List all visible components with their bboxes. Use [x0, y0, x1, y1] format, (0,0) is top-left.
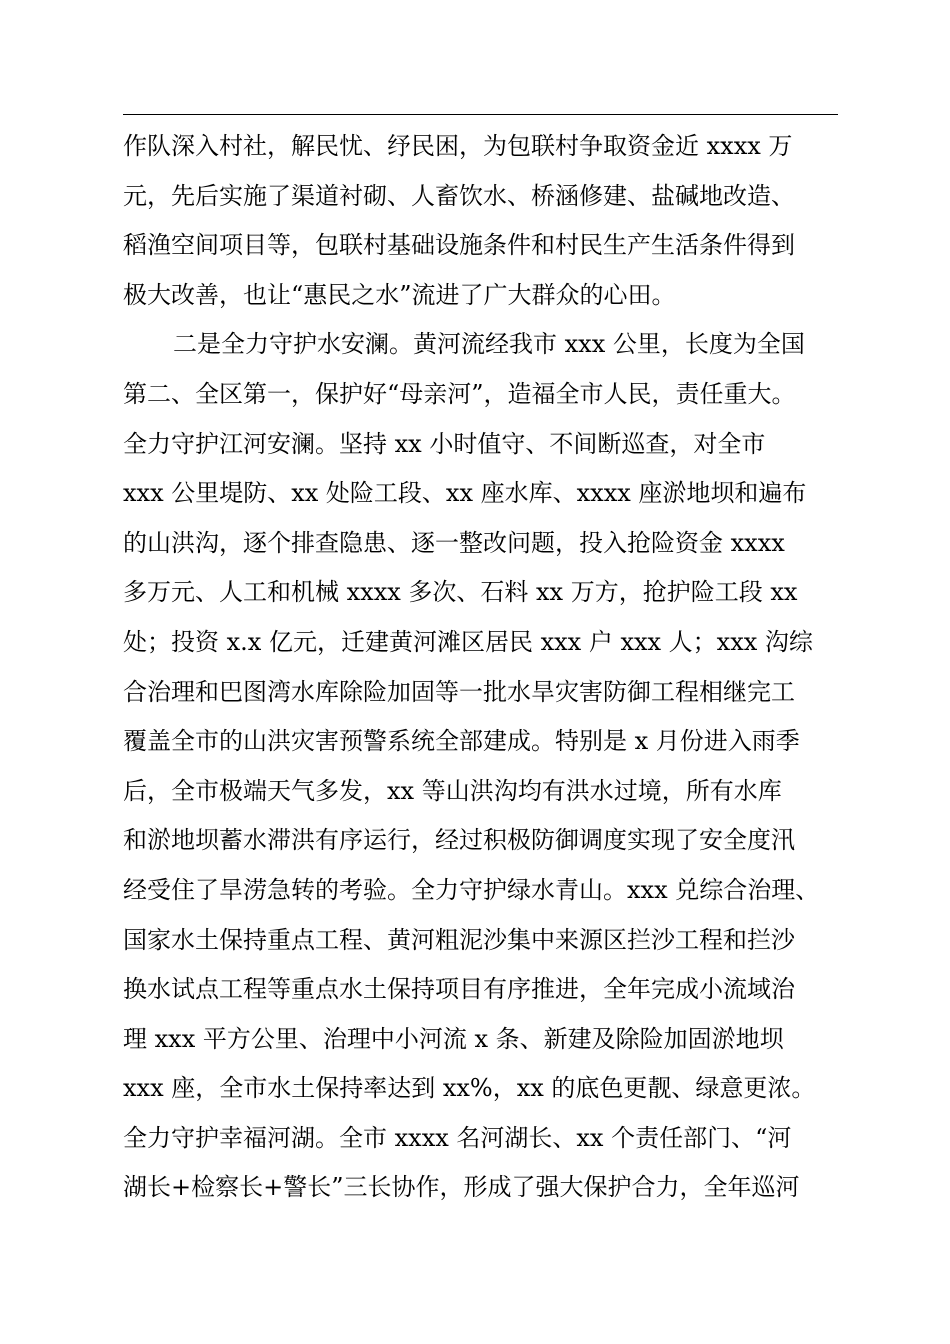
text-line: 处；投资 x.x 亿元，迁建黄河滩区居民 xxx 户 xxx 人；xxx 沟综 [123, 627, 813, 656]
text-line: 换水试点工程等重点水土保持项目有序推进，全年完成小流域治 [123, 975, 795, 1004]
text-line: 全力守护江河安澜。坚持 xx 小时值守、不间断巡查，对全市 [123, 429, 766, 458]
text-line: 稻渔空间项目等，包联村基础设施条件和村民生产生活条件得到 [123, 231, 795, 260]
body-text [123, 122, 853, 1213]
text-line: 作队深入村社，解民忧、纾民困，为包联村争取资金近 xxxx 万 [123, 132, 793, 160]
text-line: xxx 座，全市水土保持率达到 xx%，xx 的底色更靓、绿意更浓。 [123, 1074, 816, 1103]
text-line: 合治理和巴图湾水库除险加固等一批水旱灾害防御工程相继完工 [123, 677, 795, 706]
text-line: 覆盖全市的山洪灾害预警系统全部建成。特别是 x 月份进入雨季 [123, 727, 800, 756]
text-line: 多万元、人工和机械 xxxx 多次、石料 xx 万方，抢护险工段 xx [123, 578, 798, 607]
header-rule [123, 114, 838, 115]
text-line: 的山洪沟，逐个排查隐患、逐一整改问题，投入抢险资金 xxxx [123, 528, 785, 557]
text-line: 第二、全区第一，保护好“母亲河”，造福全市人民，责任重大。 [123, 379, 796, 408]
text-line: 理 xxx 平方公里、治理中小河流 x 条、新建及除险加固淤地坝 [123, 1024, 784, 1053]
text-line: 湖长+检察长+警长”三长协作，形成了强大保护合力，全年巡河 [123, 1173, 800, 1202]
text-line: 元，先后实施了渠道衬砌、人畜饮水、桥涵修建、盐碱地改造、 [123, 181, 795, 210]
text-line: 全力守护幸福河湖。全市 xxxx 名河湖长、xx 个责任部门、“河 [123, 1123, 792, 1152]
text-line: 二是全力守护水安澜。黄河流经我市 xxx 公里，长度为全国 [173, 330, 805, 359]
text-line: 和淤地坝蓄水滞洪有序运行，经过积极防御调度实现了安全度汛 [123, 826, 795, 855]
text-line: 经受住了旱涝急转的考验。全力守护绿水青山。xxx 兑综合治理、 [123, 875, 820, 904]
text-line: 极大改善，也让“惠民之水”流进了广大群众的心田。 [123, 280, 676, 309]
text-line: 后，全市极端天气多发，xx 等山洪沟均有洪水过境，所有水库 [123, 776, 782, 805]
text-line: xxx 公里堤防、xx 处险工段、xx 座水库、xxxx 座淤地坝和遍布 [123, 479, 807, 508]
text-line: 国家水土保持重点工程、黄河粗泥沙集中来源区拦沙工程和拦沙 [123, 925, 795, 954]
